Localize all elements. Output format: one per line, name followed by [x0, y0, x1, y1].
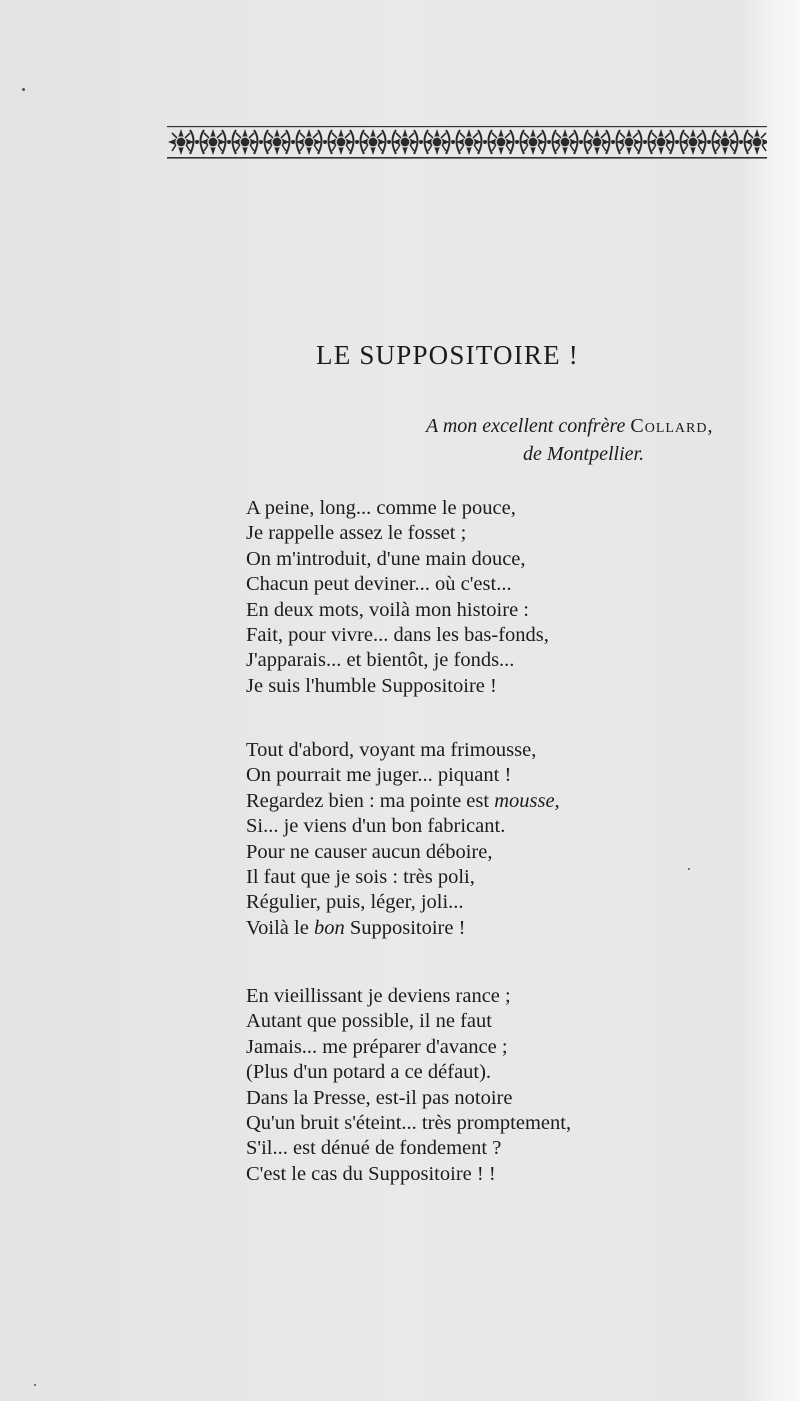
- verse-text: Regardez bien : ma pointe est: [246, 789, 495, 812]
- paper-speck: [22, 88, 25, 91]
- verse-line: On pourrait me juger... piquant !: [246, 764, 512, 787]
- verse-line: C'est le cas du Suppositoire ! !: [246, 1162, 496, 1185]
- verse-line: En deux mots, voilà mon histoire :: [246, 598, 529, 621]
- verse-line: J'apparais... et bientôt, je fonds...: [246, 649, 515, 672]
- dedication-name: Collard: [630, 415, 708, 437]
- verse-line: Pour ne causer aucun déboire,: [246, 840, 493, 863]
- dedication-prefix: A mon excellent confrère: [426, 415, 631, 437]
- verse-line: [246, 789, 686, 814]
- stanza-1: [246, 496, 686, 699]
- verse-line: Jamais... me préparer d'avance ;: [246, 1035, 508, 1058]
- verse-line: On m'introduit, d'une main douce,: [246, 547, 526, 570]
- verse-text: Voilà le: [246, 916, 314, 939]
- verse-text: Suppositoire !: [344, 916, 466, 939]
- stanza-2: [246, 738, 686, 941]
- verse-line: S'il... est dénué de fondement ?: [246, 1137, 502, 1160]
- poem-title: LE SUPPOSITOIRE !: [316, 340, 579, 370]
- verse-line: Je suis l'humble Suppositoire !: [246, 674, 497, 697]
- verse-line: En vieillissant je deviens rance ;: [246, 985, 511, 1007]
- verse-line: Dans la Presse, est-il pas notoire: [246, 1086, 513, 1109]
- paper-speck: [34, 1384, 36, 1386]
- verse-line: Je rappelle assez le fosset ;: [246, 522, 467, 545]
- paper-speck: [688, 868, 690, 870]
- dedication-line-2: de Montpellier.: [523, 443, 645, 465]
- ornament-border-icon: [167, 124, 767, 162]
- verse-line: [246, 916, 686, 941]
- verse-line: Régulier, puis, léger, joli...: [246, 891, 464, 914]
- decorative-ornament-band: [167, 124, 767, 162]
- verse-line: Autant que possible, il ne faut: [246, 1010, 492, 1033]
- verse-line: A peine, long... comme le pouce,: [246, 497, 516, 519]
- verse-line: Qu'un bruit s'éteint... très promptement,: [246, 1111, 572, 1134]
- dedication-line-1: [426, 412, 766, 440]
- verse-line: Tout d'abord, voyant ma frimousse,: [246, 739, 537, 761]
- verse-italic-word: mousse,: [494, 789, 560, 812]
- stanza-3: [246, 984, 686, 1187]
- verse-italic-word: bon: [313, 916, 345, 939]
- dedication: [426, 412, 766, 468]
- dedication-suffix: ,: [707, 415, 713, 437]
- verse-line: Chacun peut deviner... où c'est...: [246, 573, 512, 596]
- verse-line: Il faut que je sois : très poli,: [246, 865, 475, 888]
- verse-line: (Plus d'un potard a ce défaut).: [246, 1061, 492, 1084]
- verse-line: Si... je viens d'un bon fabricant.: [246, 815, 506, 838]
- verse-line: Fait, pour vivre... dans les bas-fonds,: [246, 623, 549, 646]
